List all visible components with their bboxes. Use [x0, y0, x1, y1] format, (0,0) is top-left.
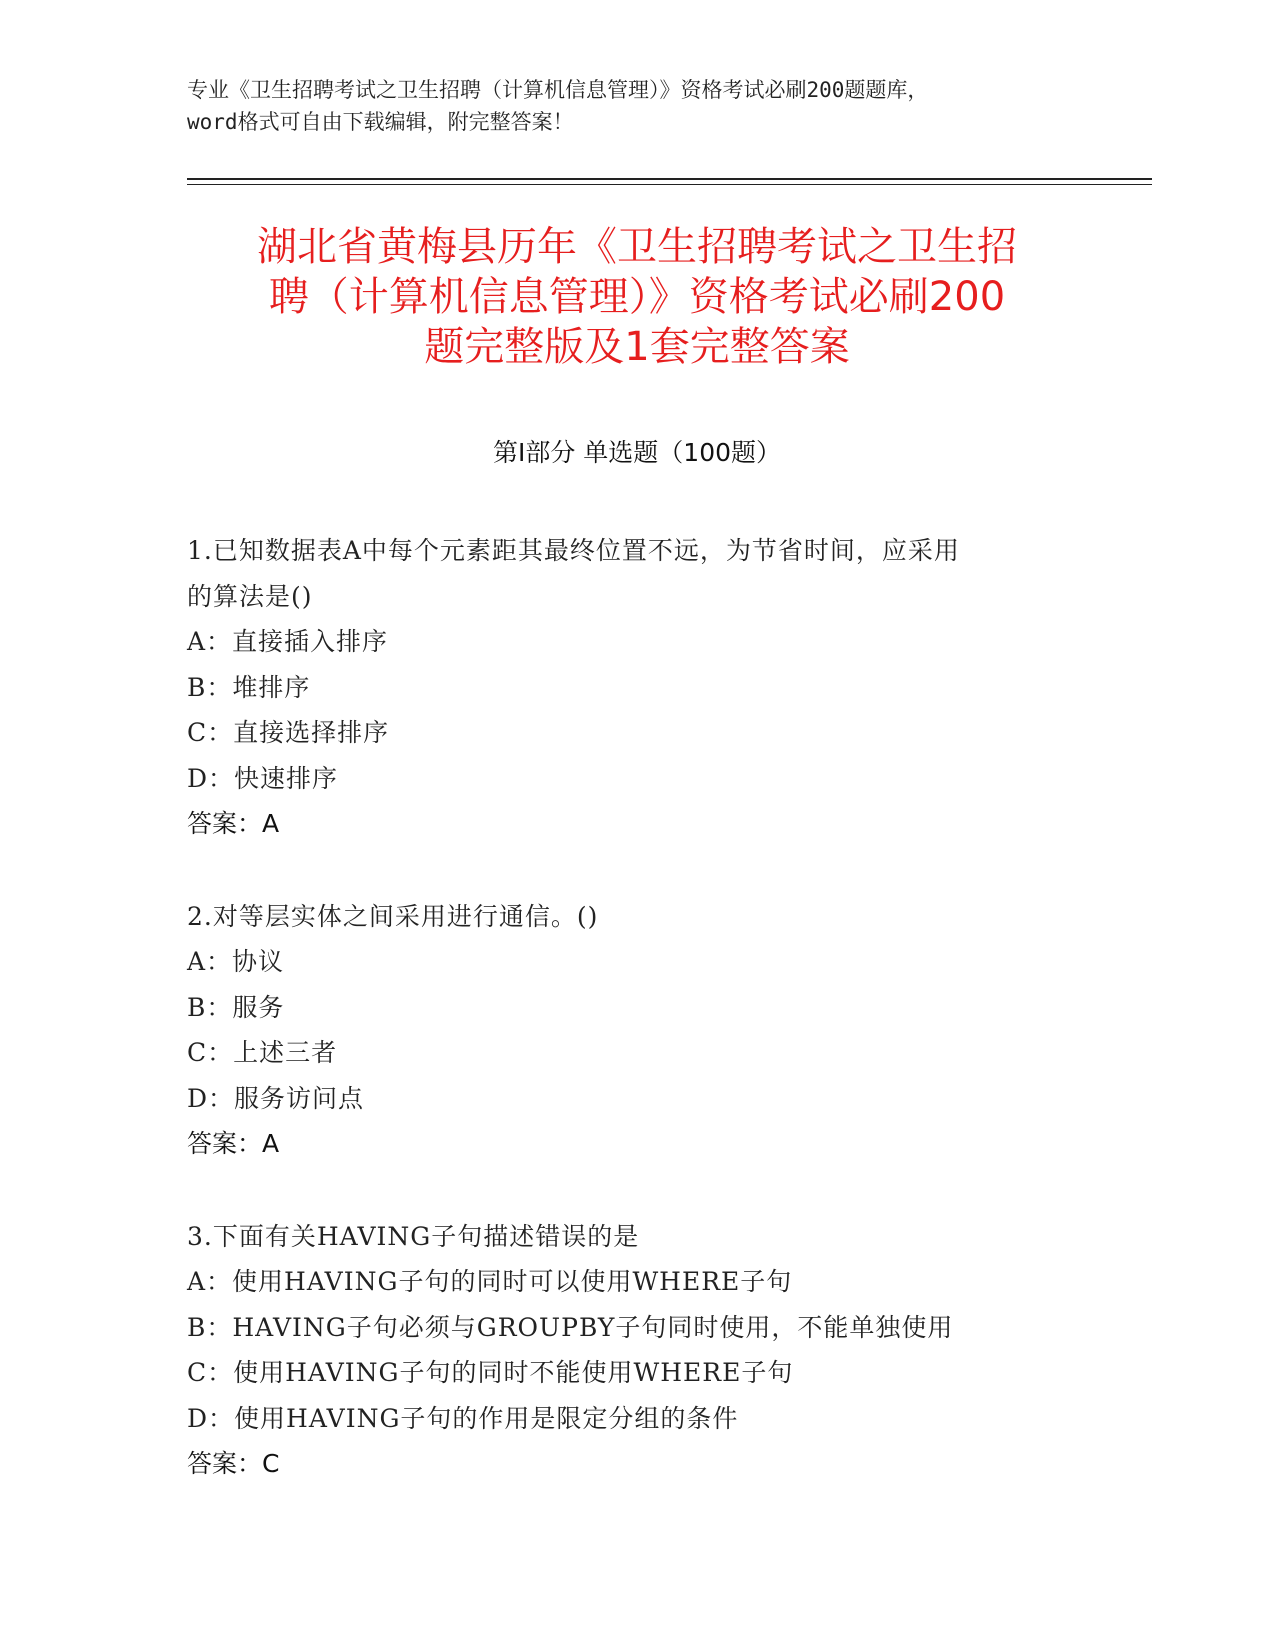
option-b: B：堆排序 [187, 672, 311, 702]
option-c: C：上述三者 [187, 1038, 338, 1067]
answer: 答案：C [187, 1449, 280, 1478]
title-line-1: 湖北省黄梅县历年《卫生招聘考试之卫生招 [257, 224, 1017, 270]
option-c: C：直接选择排序 [187, 718, 390, 747]
question-3 [187, 1214, 1087, 1487]
option-a: A：协议 [187, 947, 285, 976]
option-d: D：服务访问点 [187, 1083, 365, 1113]
question-stem: 2.对等层实体之间采用进行通信。() [187, 901, 599, 931]
title-line-3: 题完整版及1套完整答案 [424, 324, 850, 370]
option-d: D：使用HAVING子句的作用是限定分组的条件 [187, 1403, 739, 1433]
question-stem: 1.已知数据表A中每个元素距其最终位置不远，为节省时间，应采用 [187, 536, 960, 565]
option-c: C：使用HAVING子句的同时不能使用WHERE子句 [187, 1358, 794, 1387]
question-stem-continued: 的算法是() [187, 581, 313, 611]
document-header [187, 74, 1087, 138]
option-a: A：直接插入排序 [187, 627, 389, 656]
header-divider-thin [187, 184, 1152, 185]
option-b: B：服务 [187, 992, 285, 1022]
answer: 答案：A [187, 1129, 280, 1158]
header-line-1: 专业《卫生招聘考试之卫生招聘（计算机信息管理）》资格考试必刷200题题库， [187, 78, 929, 102]
header-line-2: word格式可自由下载编辑，附完整答案！ [187, 110, 574, 134]
document-title [187, 222, 1087, 372]
title-line-2: 聘（计算机信息管理）》资格考试必刷200 [268, 274, 1006, 320]
question-stem: 3.下面有关HAVING子句描述错误的是 [187, 1221, 640, 1251]
header-divider-thick [187, 178, 1152, 180]
answer: 答案：A [187, 809, 280, 838]
question-list [187, 528, 1087, 1534]
option-d: D：快速排序 [187, 763, 339, 793]
question-2 [187, 894, 1087, 1167]
option-a: A：使用HAVING子句的同时可以使用WHERE子句 [187, 1267, 793, 1296]
question-1 [187, 528, 1087, 847]
option-b: B：HAVING子句必须与GROUPBY子句同时使用，不能单独使用 [187, 1312, 954, 1342]
section-title: 第I部分 单选题（100题） [492, 438, 782, 467]
